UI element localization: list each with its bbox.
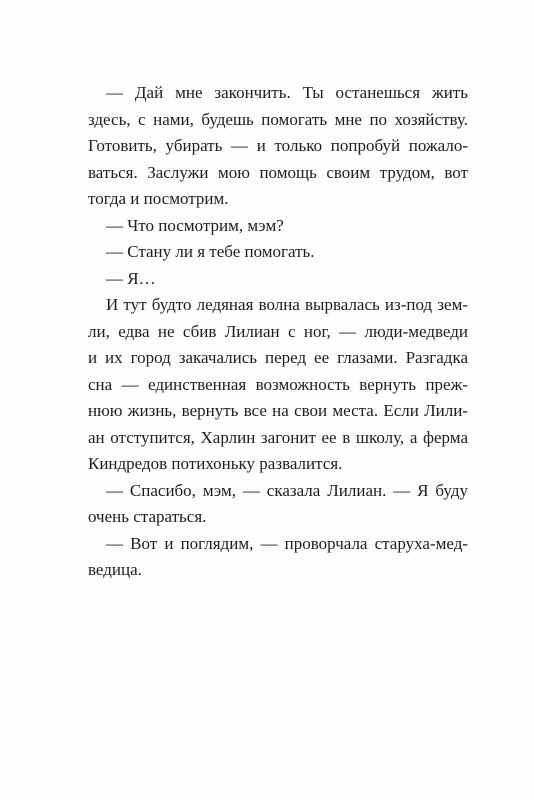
text-line: И тут будто ледяная волна вырвалась из-под зем- bbox=[106, 295, 468, 314]
text-line: — Спасибо, мэм, — сказала Лилиан. — Я буду bbox=[106, 480, 468, 500]
text-line: Готовить, убирать — и только попробуй пожало- bbox=[88, 136, 468, 155]
text-line: сна — единственная возможность вернуть преж- bbox=[88, 374, 468, 394]
text-line: Киндредов потихоньку развалится. bbox=[88, 454, 343, 473]
text-line: — Я… bbox=[106, 268, 156, 288]
text-line: тогда и посмотрим. bbox=[88, 189, 229, 208]
text-line: здесь, с нами, будешь помогать мне по хозяйству. bbox=[88, 109, 468, 129]
text-line: ан отступится, Харлин загонит ее в школу, а ферма bbox=[88, 427, 468, 447]
text-line: ведица. bbox=[88, 560, 142, 579]
text-line: — Стану ли я тебе помогать. bbox=[106, 242, 315, 261]
text-line: — Дай мне закончить. Ты останешься жить bbox=[106, 83, 468, 102]
text-line: — Что посмотрим, мэм? bbox=[106, 215, 284, 235]
text-line: — Вот и поглядим, — проворчала старуха-мед- bbox=[106, 533, 468, 553]
text-line: ли, едва не сбив Лилиан с ног, — люди-медведи bbox=[88, 321, 468, 341]
page-text bbox=[88, 80, 468, 584]
text-line: ваться. Заслужи мою помощь своим трудом, вот bbox=[88, 162, 468, 182]
text-line: и их город закачались перед ее глазами. Разгадка bbox=[88, 348, 468, 367]
text-line: нюю жизнь, вернуть все на свои места. Если Лили- bbox=[88, 401, 468, 420]
text-line: очень стараться. bbox=[88, 507, 207, 526]
